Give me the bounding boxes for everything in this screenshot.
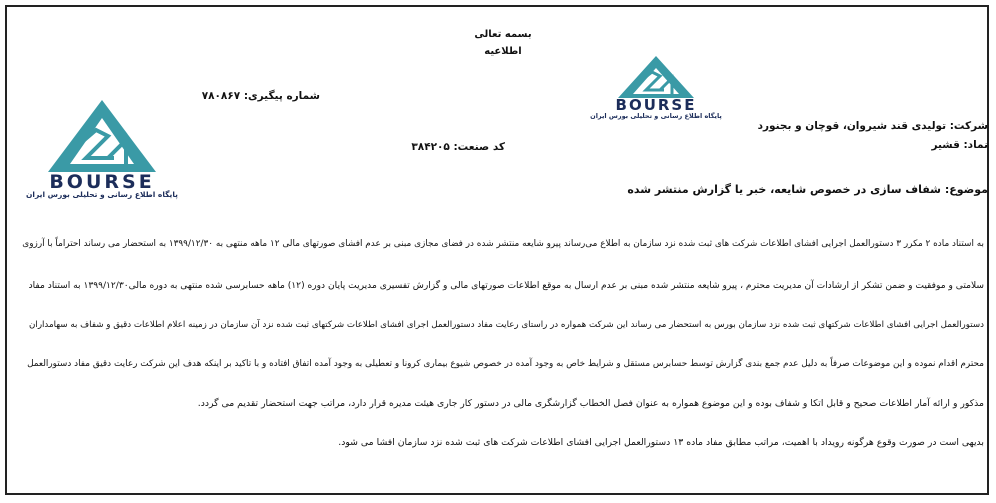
body-line: بدیهی است در صورت وقوع هرگونه رویداد با اهمیت، مراتب مطابق مفاد ماده ۱۳ دستورالعمل اجرایی افشای اطلاعات شرکت های ثبت شده نزد سازمان افشا می شود. bbox=[338, 437, 984, 448]
body-line: سلامتی و موفقیت و ضمن تشکر از ارشادات آن مدیریت محترم ، پیرو شایعه منتشر شده مبنی بر عدم ارسال به موقع اطلاعات صورتهای مالی و گزارش تفسیری مدیریت پایان دوره (۱۲) ماهه حسابرسی شده منتهی به دوره مالی۱۳۹۹/۱۲/۳۰ به استناد مفاد bbox=[28, 281, 984, 291]
notice-title: اطلاعیه bbox=[484, 46, 522, 57]
subject-value: شفاف سازی در خصوص شایعه، خبر یا گزارش منتشر شده bbox=[627, 183, 941, 196]
company-name: تولیدی قند شیروان، قوچان و بجنورد bbox=[757, 120, 947, 132]
symbol-line bbox=[840, 139, 988, 151]
tracking-number bbox=[185, 90, 320, 102]
body-line: به استناد ماده ۲ مکرر ۳ دستورالعمل اجرایی افشای اطلاعات شرکت های ثبت شده نزد سازمان به اطلاع می‌رساند پیرو شایعه منتشر شده در فضای مجازی مبنی بر عدم افشای صورتهای مالی ۱۲ ماهه منتهی به ۱۳۹۹/۱۲/۳۰ به استحضار می رساند احتراماً با آرزوی bbox=[22, 239, 984, 249]
tracking-label: شماره پیگیری: bbox=[243, 90, 320, 102]
company-label: شرکت: bbox=[949, 120, 988, 132]
industry-code bbox=[395, 141, 505, 153]
symbol-label: نماد: bbox=[963, 139, 988, 151]
company-line bbox=[690, 120, 988, 132]
bourse-mark-icon bbox=[20, 98, 184, 190]
bourse-mark-icon bbox=[586, 54, 726, 112]
subject-label: موضوع: bbox=[944, 183, 988, 196]
symbol-value: قشیر bbox=[931, 139, 960, 151]
industry-code-value: ۳۸۴۲۰۵ bbox=[411, 141, 450, 153]
subject-line bbox=[600, 183, 988, 196]
bourse-wordmark: BOURSE bbox=[615, 96, 697, 112]
body-line: مذکور و ارائه آمار اطلاعات صحیح و قابل اتکا و شفاف بوده و این موضوع همواره به عنوان فصل الخطاب گزارشگری مالی در دستور کار جاری هیئت مدیره قرار دارد، مراتب جهت استحضار تقدیم می گردد. bbox=[197, 398, 984, 409]
bismillah: بسمه تعالی bbox=[474, 29, 532, 40]
body-line: دستورالعمل اجرایی افشای اطلاعات شرکتهای ثبت شده نزد سازمان بورس به استحضار می رساند این شرکت همواره در راستای رعایت مفاد دستورالعمل اجرای افشای اطلاعات شرکتهای ثبت شده نزد آن سازمان در زمینه اعلام اطلاعات دقیق و شفاف به سهامداران bbox=[29, 320, 984, 330]
logo-caption: پایگاه اطلاع رسانی و تحلیلی بورس ایران bbox=[590, 112, 722, 120]
body-line: محترم اقدام نموده و این موضوعات صرفاً به دلیل عدم جمع بندی گزارش توسط حسابرس مستقل و شرایط خاص به وجود آمده در خصوص شیوع بیماری کرونا و تعطیلی به وجود آمده اتفاق افتاده و با تاکید بر اینکه هدف این شرکت رعایت دقیق مفاد دستورالعمل bbox=[27, 359, 984, 369]
tracking-value: ۷۸۰۸۶۷ bbox=[201, 90, 241, 102]
bourse-wordmark: BOURSE bbox=[49, 171, 155, 190]
bourse-logo-left bbox=[20, 98, 184, 199]
logo-caption: پایگاه اطلاع رسانی و تحلیلی بورس ایران bbox=[26, 190, 178, 199]
industry-code-label: کد صنعت: bbox=[453, 141, 505, 153]
bourse-logo-center bbox=[586, 54, 726, 120]
